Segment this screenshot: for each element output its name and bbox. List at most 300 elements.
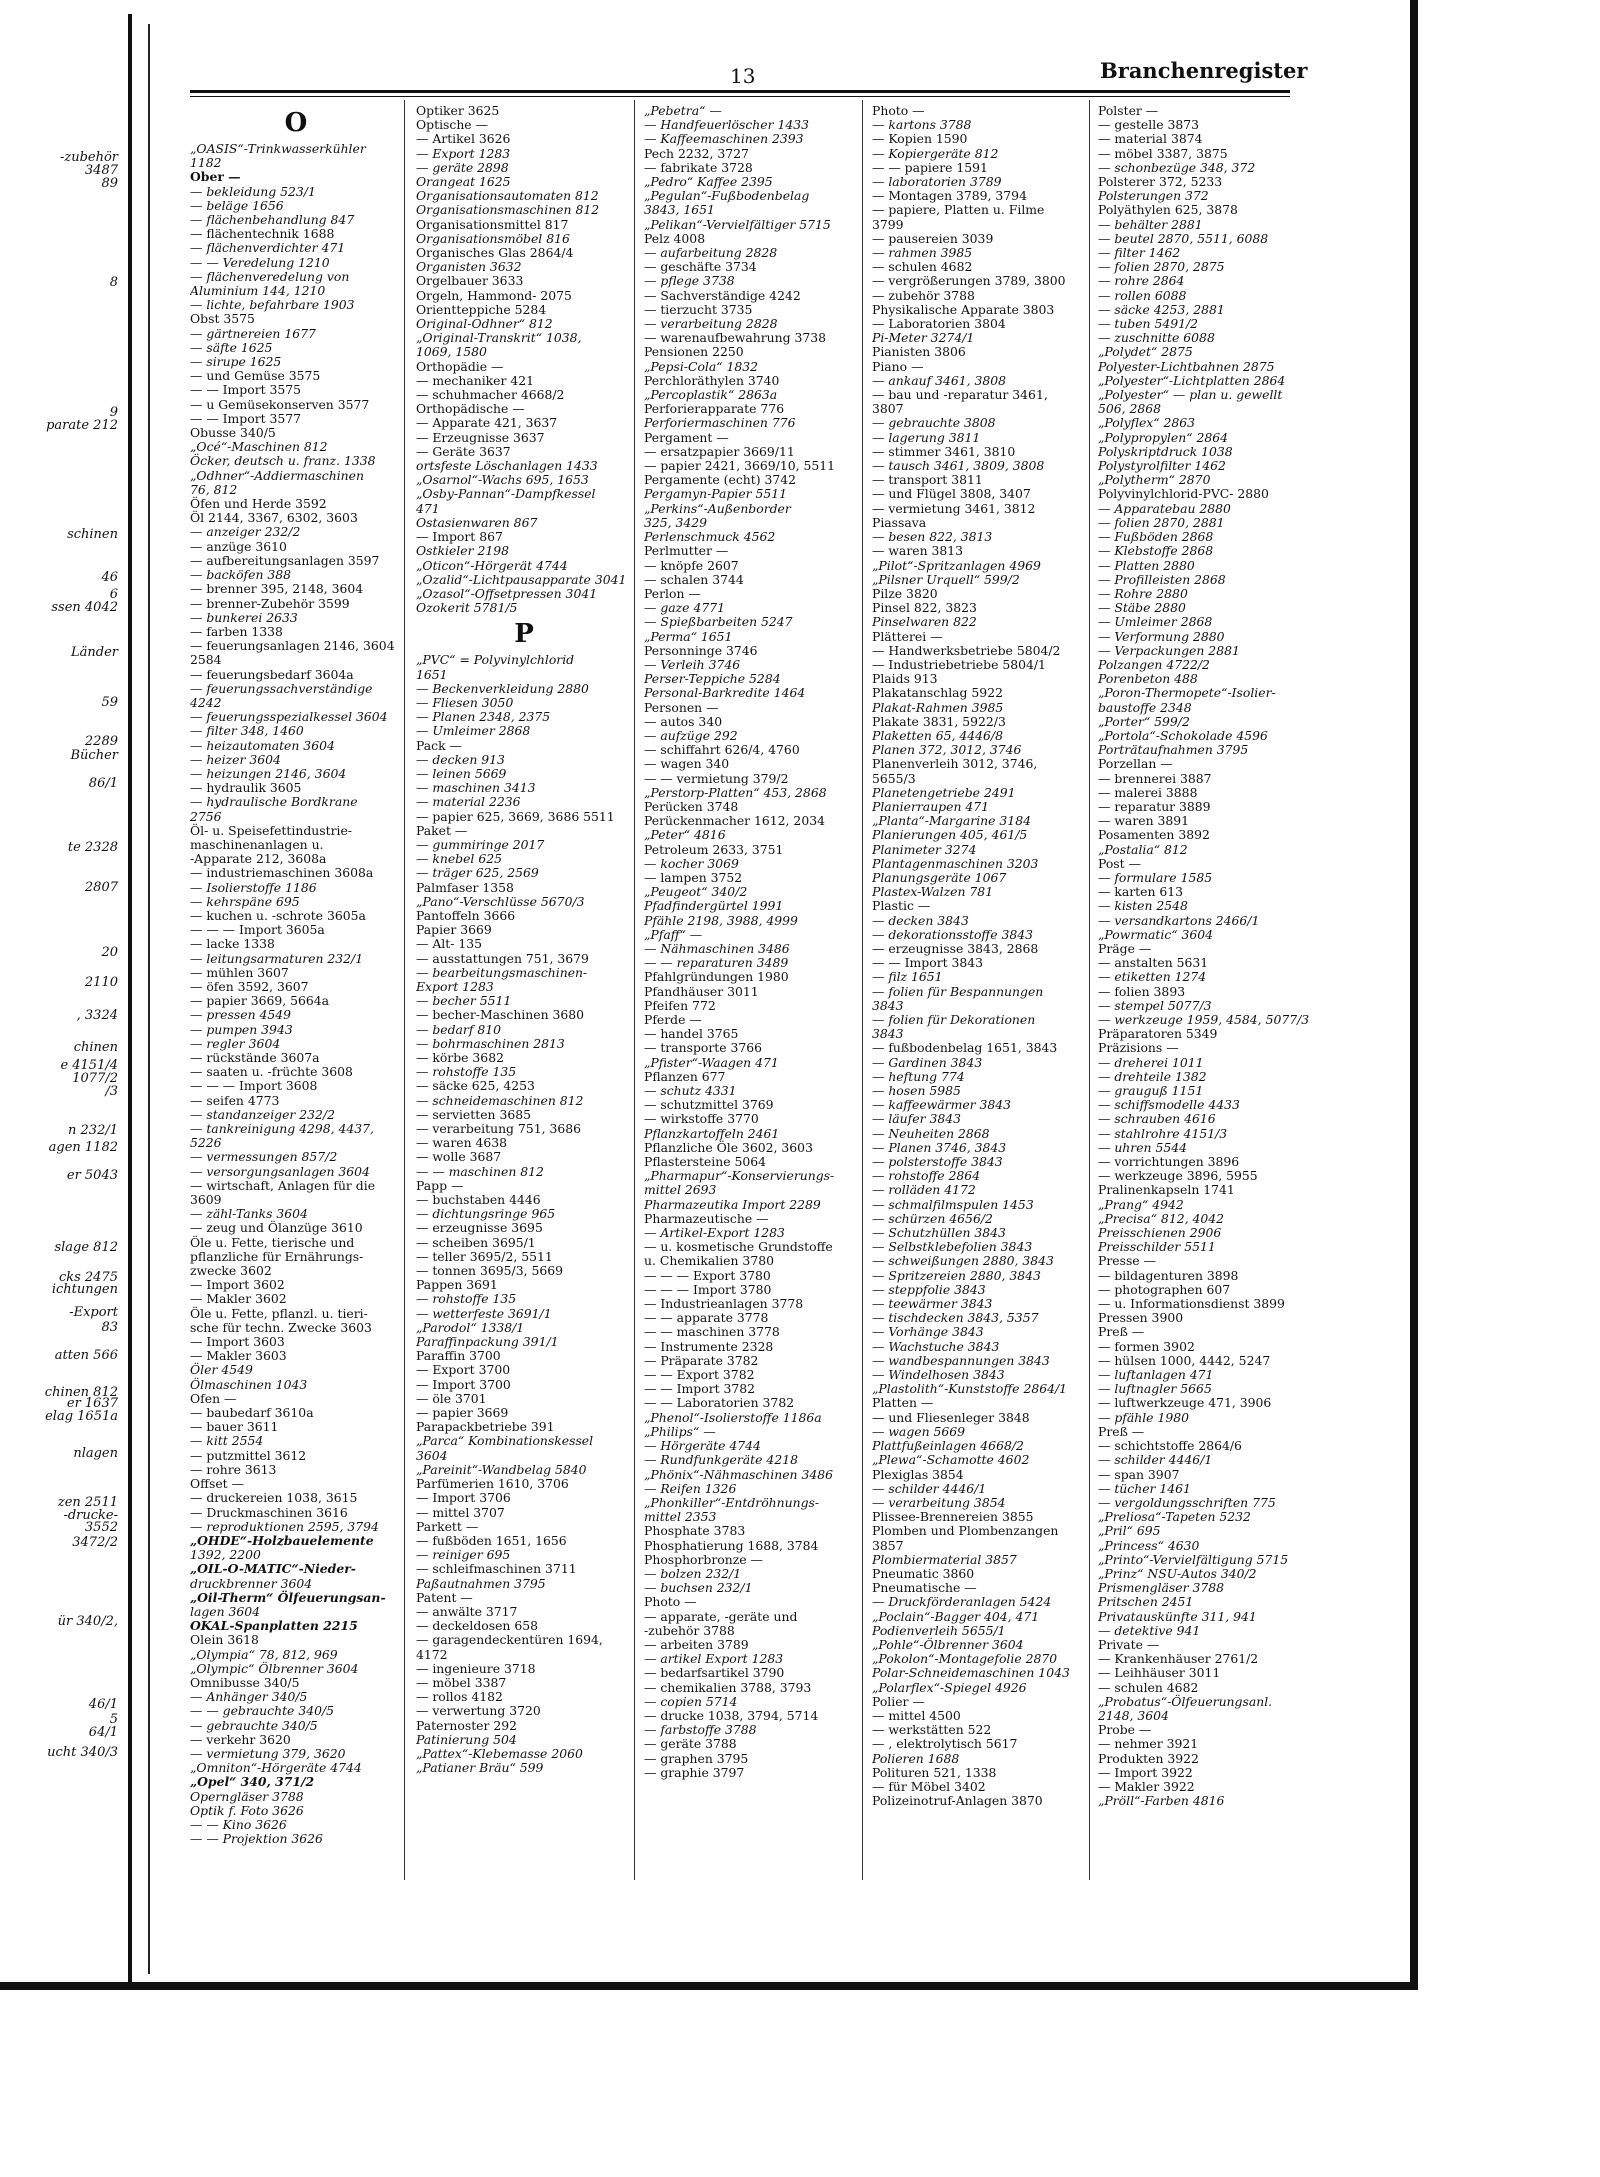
index-entry: — waren 3813	[872, 543, 964, 559]
index-entry: „Polyester“ — plan u. gewellt	[1098, 387, 1283, 403]
index-entry: Polsterer 372, 5233	[1098, 174, 1223, 190]
index-entry: Polizeinotruf-Anlagen 3870	[872, 1793, 1043, 1809]
index-entry: — kocher 3069	[644, 855, 739, 871]
index-entry: „Patianer Bräu“ 599	[416, 1760, 544, 1776]
index-entry: — buchstaben 4446	[416, 1192, 541, 1208]
index-entry: — und Flügel 3808, 3407	[872, 486, 1031, 502]
index-entry: — papier 2421, 3669/10, 5511	[644, 458, 836, 474]
index-column-1	[190, 104, 402, 1964]
index-entry: — drucke 1038, 3794, 5714	[644, 1707, 819, 1723]
fragment-text: , 3324	[76, 1008, 118, 1023]
index-entry: mittel 2353	[644, 1509, 717, 1525]
index-entry: — läufer 3843	[872, 1111, 961, 1127]
index-entry: „Plastolith“-Kunststoffe 2864/1	[872, 1381, 1068, 1397]
index-entry: — ankauf 3461, 3808	[872, 372, 1007, 388]
index-entry: Pflanzen 677	[644, 1068, 726, 1084]
index-entry: Planungsgeräte 1067	[872, 869, 1007, 885]
index-entry: Plomben und Plombenzangen	[872, 1523, 1059, 1539]
index-entry: „Pedro“ Kaffee 2395	[644, 174, 773, 190]
index-entry: Perser-Teppiche 5284	[644, 671, 781, 687]
index-entry: — photographen 607	[1098, 1281, 1231, 1297]
index-entry: — schürzen 4656/2	[872, 1210, 993, 1226]
index-entry: Plissee-Brennereien 3855	[872, 1509, 1034, 1525]
index-entry: — Import 3603	[190, 1334, 285, 1350]
fragment-text: 83	[101, 1320, 118, 1335]
index-entry: — — — Import 3608	[190, 1078, 318, 1094]
index-entry: — Sachverständige 4242	[644, 287, 801, 303]
index-entry: Organisten 3632	[416, 259, 522, 275]
index-entry: Podienverleih 5655/1	[872, 1622, 1006, 1638]
index-entry: Optiker 3625	[416, 104, 500, 118]
index-entry: — transport 3811	[872, 472, 983, 488]
index-entry: Pinsel 822, 3823	[872, 600, 977, 616]
column-divider	[862, 100, 863, 1880]
index-entry: — standanzeiger 232/2	[190, 1106, 335, 1122]
index-entry: — erzeugnisse 3695	[416, 1220, 543, 1236]
index-entry: sche für techn. Zwecke 3603	[190, 1319, 372, 1335]
index-entry: — mittel 3707	[416, 1504, 505, 1520]
index-entry: — baubedarf 3610a	[190, 1405, 314, 1421]
index-entry: „Phönix“-Nähmaschinen 3486	[644, 1466, 833, 1482]
index-entry: — hydraulische Bordkrane	[190, 794, 358, 810]
index-entry: Öle u. Fette, tierische und	[190, 1234, 355, 1250]
index-entry: — wagen 5669	[872, 1423, 966, 1439]
index-entry: — transporte 3766	[644, 1040, 763, 1056]
index-entry: — Umleimer 2868	[416, 723, 531, 739]
index-entry: — teller 3695/2, 5511	[416, 1248, 553, 1264]
index-entry: Paket —	[416, 822, 468, 838]
index-entry: — folien für Bespannungen	[872, 983, 1044, 999]
fragment-text: 3487	[84, 163, 118, 178]
index-entry: „Pano“-Verschlüsse 5670/3	[416, 893, 585, 909]
index-entry: — filter 348, 1460	[190, 723, 304, 739]
index-entry: 3843, 1651	[644, 202, 715, 218]
index-entry: Öcker, deutsch u. franz. 1338	[190, 453, 376, 469]
index-entry: — karten 613	[1098, 884, 1184, 900]
index-entry: — malerei 3888	[1098, 784, 1198, 800]
index-entry: Export 1283	[416, 978, 494, 994]
index-entry: Preß —	[1098, 1423, 1145, 1439]
index-entry: — werkzeuge 1959, 4584, 5077/3	[1098, 1012, 1310, 1027]
index-entry: — heizer 3604	[190, 751, 281, 767]
index-entry: „Porter“ 599/2	[1098, 713, 1190, 729]
index-entry: — seifen 4773	[190, 1092, 280, 1108]
index-entry: — graphie 3797	[644, 1764, 745, 1780]
index-entry: Preisschienen 2906	[1098, 1225, 1222, 1241]
index-entry: -Apparate 212, 3608a	[190, 851, 327, 867]
index-entry: — kisten 2548	[1098, 898, 1188, 914]
index-entry: — dekorationsstoffe 3843	[872, 926, 1033, 942]
index-entry: — becher-Maschinen 3680	[416, 1007, 585, 1023]
index-entry: — formulare 1585	[1098, 869, 1213, 885]
index-entry: druckbrenner 3604	[190, 1575, 313, 1591]
index-entry: — werkzeuge 3896, 5955	[1098, 1168, 1258, 1184]
index-entry: — Klebstoffe 2868	[1098, 543, 1214, 559]
index-entry: — schrauben 4616	[1098, 1111, 1216, 1127]
index-entry: Personen —	[644, 699, 719, 715]
index-entry: — garagendeckentüren 1694,	[416, 1632, 603, 1648]
index-entry: Personninge 3746	[644, 642, 758, 658]
index-entry: Plakatanschlag 5922	[872, 685, 1003, 701]
index-entry: — putzmittel 3612	[190, 1447, 307, 1463]
index-entry: „Powrmatic“ 3604	[1098, 926, 1214, 942]
index-entry: „Polydet“ 2875	[1098, 344, 1193, 360]
index-entry: — Wachstuche 3843	[872, 1338, 1000, 1354]
index-entry: — graphen 3795	[644, 1750, 749, 1766]
index-entry: — vermietung 379, 3620	[190, 1745, 346, 1761]
index-entry: Palmfaser 1358	[416, 879, 514, 895]
index-entry: Plastex-Walzen 781	[872, 884, 994, 900]
index-entry: — gestelle 3873	[1098, 117, 1199, 133]
index-entry: — Umleimer 2868	[1098, 614, 1213, 630]
index-entry: 76, 812	[190, 481, 238, 497]
index-entry: — deckeldosen 658	[416, 1618, 538, 1634]
index-entry: — flächentechnik 1688	[190, 226, 335, 242]
fragment-text: 9	[109, 405, 118, 420]
index-entry: Plakat-Rahmen 3985	[872, 699, 1004, 715]
index-entry: — Verleih 3746	[644, 656, 741, 672]
index-entry: Perücken 3748	[644, 798, 739, 814]
index-entry: 1182	[190, 155, 222, 171]
index-entry: Pfahlgründungen 1980	[644, 969, 789, 985]
index-entry: Plaketten 65, 4446/8	[872, 727, 1003, 743]
index-entry: — knöpfe 2607	[644, 557, 739, 573]
index-entry: — dreherei 1011	[1098, 1054, 1204, 1070]
page-edge	[1410, 0, 1418, 1990]
index-entry: — — — Export 3780	[644, 1267, 771, 1283]
index-entry: — Stäbe 2880	[1098, 600, 1186, 616]
index-entry: — druckereien 1038, 3615	[190, 1490, 358, 1506]
index-entry: Private —	[1098, 1636, 1160, 1652]
index-entry: „Pilsner Urquell“ 599/2	[872, 571, 1020, 587]
fragment-text: 2110	[84, 975, 118, 990]
index-entry: — wagen 340	[644, 756, 730, 772]
index-entry: — beutel 2870, 5511, 6088	[1098, 230, 1269, 246]
index-entry: -zubehör 3788	[644, 1622, 735, 1638]
index-entry: mittel 2693	[644, 1182, 717, 1198]
index-entry: Pfeifen 772	[644, 997, 716, 1013]
index-entry: „Philips“ —	[644, 1423, 716, 1439]
index-entry: Parfümerien 1610, 3706	[416, 1476, 569, 1492]
index-entry: Perlon —	[644, 585, 701, 601]
index-entry: Pergamente (echt) 3742	[644, 472, 797, 488]
index-entry: — ausstattungen 751, 3679	[416, 950, 589, 966]
index-entry: — handel 3765	[644, 1026, 739, 1042]
index-entry: — industriemaschinen 3608a	[190, 865, 374, 881]
index-entry: — schonbezüge 348, 372	[1098, 159, 1256, 175]
index-entry: Plaids 913	[872, 671, 938, 687]
index-entry: — schmalfilmspulen 1453	[872, 1196, 1034, 1212]
index-entry: Olein 3618	[190, 1632, 259, 1648]
fragment-text: atten 566	[54, 1348, 118, 1363]
index-entry: Privatauskünfte 311, 941	[1098, 1608, 1257, 1624]
index-entry: — brennerei 3887	[1098, 770, 1212, 786]
index-entry: — arbeiten 3789	[644, 1636, 749, 1652]
index-entry: — säcke 4253, 2881	[1098, 301, 1225, 317]
index-entry: — rückstände 3607a	[190, 1050, 320, 1065]
index-entry: — becher 5511	[416, 993, 512, 1009]
index-entry: 325, 3429	[644, 514, 708, 530]
index-entry: Pneumatische —	[872, 1580, 977, 1596]
index-entry: — Artikel-Export 1283	[644, 1225, 785, 1241]
left-page-rule	[128, 14, 132, 1984]
index-entry: Polier —	[872, 1693, 925, 1709]
index-entry: — Handfeuerlöscher 1433	[644, 117, 810, 133]
index-column-3	[644, 104, 860, 1964]
index-entry: — rohstoffe 135	[416, 1064, 517, 1080]
index-entry: Pi-Meter 3274/1	[872, 330, 975, 346]
index-entry: — Artikel 3626	[416, 131, 511, 147]
index-entry: Pergamyn-Papier 5511	[644, 486, 788, 502]
index-entry: — heftung 774	[872, 1068, 965, 1084]
index-entry: „Planta“-Margarine 3184	[872, 813, 1031, 829]
index-entry: Polyester-Lichtbahnen 2875	[1098, 358, 1275, 374]
index-entry: — knebel 625	[416, 851, 502, 867]
index-entry: — — Laboratorien 3782	[644, 1395, 795, 1411]
index-entry: — gebrauchte 3808	[872, 415, 996, 431]
index-entry: „Phenol“-Isolierstoffe 1186a	[644, 1409, 822, 1425]
index-entry: — fußböden 1651, 1656	[416, 1532, 567, 1548]
index-entry: — u. Informationsdienst 3899	[1098, 1296, 1285, 1312]
index-entry: — — papiere 1591	[872, 159, 988, 175]
index-entry: — schiffahrt 626/4, 4760	[644, 742, 800, 758]
index-entry: — Erzeugnisse 3637	[416, 429, 545, 445]
index-entry: — versandkartons 2466/1	[1098, 912, 1260, 928]
index-entry: Platten —	[872, 1395, 934, 1411]
index-entry: Preisschilder 5511	[1098, 1239, 1216, 1255]
index-entry: Pilze 3820	[872, 585, 938, 601]
index-entry: „Ozalid“-Lichtpausapparate 3041	[416, 571, 627, 587]
index-entry: Präge —	[1098, 940, 1152, 956]
index-entry: Omnibusse 340/5	[190, 1674, 300, 1690]
index-entry: Paternoster 292	[416, 1717, 518, 1733]
index-entry: — — apparate 3778	[644, 1310, 769, 1326]
index-entry: Planierungen 405, 461/5	[872, 827, 1028, 843]
index-entry: — anwälte 3717	[416, 1603, 518, 1619]
index-entry: — Montagen 3789, 3794	[872, 188, 1027, 204]
index-entry: Presse —	[1098, 1253, 1156, 1269]
index-entry: — reiniger 695	[416, 1547, 511, 1563]
index-entry: — wandbespannungen 3843	[872, 1352, 1050, 1368]
index-entry: Pneumatic 3860	[872, 1565, 975, 1581]
index-entry: — grauguß 1151	[1098, 1083, 1204, 1099]
index-entry: Orgelbauer 3633	[416, 273, 524, 289]
index-entry: — verarbeitung 3854	[872, 1494, 1006, 1510]
index-entry: Orientteppiche 5284	[416, 301, 547, 317]
index-entry: ortsfeste Löschanlagen 1433	[416, 458, 598, 474]
index-entry: — bau und -reparatur 3461,	[872, 387, 1048, 403]
index-entry: Papp —	[416, 1177, 464, 1193]
index-entry: „Portola“-Schokolade 4596	[1098, 727, 1268, 743]
index-entry: — pflege 3738	[644, 273, 735, 289]
index-entry: 471	[416, 500, 440, 516]
index-entry: — tierzucht 3735	[644, 301, 753, 317]
index-entry: Ölmaschinen 1043	[190, 1376, 308, 1392]
index-entry: — Druckmaschinen 3616	[190, 1504, 348, 1520]
index-entry: — pausereien 3039	[872, 230, 994, 246]
index-entry: — Kaffeemaschinen 2393	[644, 131, 804, 147]
index-entry: „Pfister“-Waagen 471	[644, 1054, 779, 1070]
index-entry: „Opel“ 340, 371/2	[190, 1774, 315, 1790]
index-entry: „Precisa“ 812, 4042	[1098, 1210, 1224, 1226]
index-entry: — Gardinen 3843	[872, 1054, 983, 1070]
index-entry: Optik f. Foto 3626	[190, 1802, 304, 1818]
index-entry: Pflanzliche Öle 3602, 3603	[644, 1139, 813, 1155]
index-entry: — Verpackungen 2881	[1098, 642, 1240, 658]
index-entry: — Kopiergeräte 812	[872, 145, 999, 161]
index-entry: — vergoldungsschriften 775	[1098, 1494, 1276, 1510]
index-entry: Planetengetriebe 2491	[872, 784, 1016, 800]
index-entry: Polyäthylen 625, 3878	[1098, 202, 1238, 218]
index-entry: „Postalia“ 812	[1098, 841, 1188, 857]
index-entry: Planimeter 3274	[872, 841, 977, 857]
index-entry: „Oil-Therm“ Ölfeuerungsan-	[190, 1589, 386, 1605]
index-entry: Pflanzkartoffeln 2461	[644, 1125, 780, 1141]
index-entry: Orgeln, Hammond- 2075	[416, 287, 572, 303]
index-entry: — bunkerei 2633	[190, 609, 298, 625]
index-entry: Pech 2232, 3727	[644, 145, 749, 161]
index-entry: — — Kino 3626	[190, 1816, 287, 1832]
index-entry: — wirtschaft, Anlagen für die	[190, 1177, 376, 1193]
index-entry: — lampen 3752	[644, 869, 743, 885]
index-entry: — verarbeitung 2828	[644, 316, 778, 332]
fragment-text: -zubehör	[59, 150, 118, 165]
index-entry: — werkstätten 522	[872, 1722, 992, 1738]
index-entry: — tücher 1461	[1098, 1480, 1191, 1496]
index-entry: — servietten 3685	[416, 1106, 531, 1122]
index-entry: Orthopädische —	[416, 401, 525, 417]
index-entry: Ostasienwaren 867	[416, 514, 538, 530]
index-entry: — nehmer 3921	[1098, 1736, 1199, 1752]
index-entry: — Isolierstoffe 1186	[190, 879, 317, 895]
index-entry: — Druckförderanlagen 5424	[872, 1594, 1052, 1610]
index-entry: „Pril“ 695	[1098, 1523, 1161, 1539]
index-entry: Organisationsmittel 817	[416, 216, 569, 232]
page-number: 13	[730, 64, 756, 88]
index-column-2	[416, 104, 632, 1964]
index-entry: Posamenten 3892	[1098, 827, 1210, 843]
index-entry: „Ozasol“-Offsetpressen 3041	[416, 585, 598, 601]
index-entry: „Pohle“-Ölbrenner 3604	[872, 1636, 1024, 1652]
index-entry: baustoffe 2348	[1098, 699, 1192, 715]
fragment-text: chinen	[73, 1040, 118, 1055]
index-column-5	[1098, 104, 1310, 1964]
index-entry: — öfen 3592, 3607	[190, 978, 309, 994]
index-entry: „Pfaff“ —	[644, 926, 703, 942]
index-entry: — chemikalien 3788, 3793	[644, 1679, 812, 1695]
index-entry: 2584	[190, 652, 222, 668]
fragment-text: cks 2475	[58, 1270, 118, 1285]
index-entry: 3843	[872, 997, 904, 1013]
index-entry: — stahlrohre 4151/3	[1098, 1125, 1228, 1141]
index-entry: — schulen 4682	[1098, 1679, 1199, 1695]
index-entry: — Export 1283	[416, 145, 511, 161]
fragment-text: elag 1651a	[45, 1409, 118, 1424]
index-entry: — Planen 2348, 2375	[416, 709, 551, 725]
index-entry: Öfen und Herde 3592	[190, 496, 327, 512]
index-entry: — kitt 2554	[190, 1433, 264, 1449]
index-entry: Perlmutter —	[644, 543, 729, 559]
index-entry: — Reifen 1326	[644, 1480, 737, 1496]
index-entry: — für Möbel 3402	[872, 1778, 986, 1794]
index-entry: Plombiermaterial 3857	[872, 1551, 1017, 1567]
index-entry: — mühlen 3607	[190, 964, 289, 980]
index-entry: „Pepsi-Cola“ 1832	[644, 358, 759, 374]
index-entry: Plätterei —	[872, 628, 943, 644]
index-entry: — rohre 3613	[190, 1461, 277, 1477]
index-entry: — — Import 3843	[872, 955, 984, 971]
index-entry: Polsterungen 372	[1098, 188, 1209, 204]
index-entry: — — — Import 3780	[644, 1281, 772, 1297]
index-entry: Ober —	[190, 169, 241, 185]
index-entry: — schalen 3744	[644, 571, 744, 587]
index-entry: Organisationsmaschinen 812	[416, 202, 600, 218]
index-entry: — wolle 3687	[416, 1149, 502, 1165]
index-entry: — bearbeitungsmaschinen-	[416, 964, 588, 980]
index-entry: — hosen 5985	[872, 1083, 961, 1099]
index-entry: — steppfolie 3843	[872, 1281, 986, 1297]
index-entry: Pelz 4008	[644, 230, 706, 246]
index-entry: — backöfen 388	[190, 567, 292, 583]
index-entry: — Beckenverkleidung 2880	[416, 680, 589, 696]
index-entry: — mittel 4500	[872, 1707, 961, 1723]
index-entry: — kartons 3788	[872, 117, 972, 133]
index-entry: lagen 3604	[190, 1603, 261, 1619]
index-entry: Piassava	[872, 514, 927, 530]
index-entry: „Prinz“ NSU-Autos 340/2	[1098, 1565, 1257, 1581]
index-entry: — Profilleisten 2868	[1098, 571, 1226, 587]
index-entry: Plexiglas 3854	[872, 1466, 964, 1482]
index-entry: — säfte 1625	[190, 339, 273, 355]
index-entry: — folien 3893	[1098, 983, 1186, 999]
index-entry: — Import 3700	[416, 1376, 511, 1392]
index-entry: — wirkstoffe 3770	[644, 1111, 759, 1127]
index-entry: — pressen 4549	[190, 1007, 292, 1023]
index-entry: — aufzüge 292	[644, 727, 738, 743]
index-entry: — träger 625, 2569	[416, 865, 539, 881]
index-entry: — waren 3891	[1098, 813, 1190, 829]
index-entry: — gebrauchte 340/5	[190, 1717, 318, 1733]
index-entry: „Pelikan“-Vervielfältiger 5715	[644, 216, 831, 232]
index-entry: — u. kosmetische Grundstoffe	[644, 1239, 833, 1255]
index-entry: Pfähle 2198, 3988, 4999	[644, 912, 798, 928]
index-entry: — säcke 625, 4253	[416, 1078, 535, 1094]
index-entry: — erzeugnisse 3843, 2868	[872, 940, 1039, 956]
index-entry: Produkten 3922	[1098, 1750, 1199, 1766]
index-entry: — feuerungsbedarf 3604a	[190, 666, 354, 682]
index-entry: „Pilot“-Spritzanlagen 4969	[872, 557, 1041, 573]
index-entry: — fabrikate 3728	[644, 159, 753, 175]
index-entry: 5655/3	[872, 770, 916, 786]
index-entry: — warenaufbewahrung 3738	[644, 330, 827, 346]
index-entry: — bedarf 810	[416, 1021, 502, 1037]
index-entry: Pinselwaren 822	[872, 614, 977, 630]
index-entry: — tankreinigung 4298, 4437,	[190, 1121, 374, 1137]
fragment-text: nlagen	[73, 1446, 118, 1461]
index-entry: — rohstoffe 2864	[872, 1168, 981, 1184]
index-entry: — pfähle 1980	[1098, 1409, 1189, 1425]
index-entry: — gärtnereien 1677	[190, 325, 316, 341]
index-entry: „Pebetra“ —	[644, 104, 722, 118]
index-entry: — zuschnitte 6088	[1098, 330, 1215, 346]
index-entry: — möbel 3387, 3875	[1098, 145, 1228, 161]
index-entry: — anstalten 5631	[1098, 955, 1209, 971]
index-entry: Photo —	[872, 104, 925, 118]
index-entry: „Perstorp-Platten“ 453, 2868	[644, 784, 827, 800]
index-entry: — drehteile 1382	[1098, 1068, 1207, 1084]
index-entry: Organisationsautomaten 812	[416, 188, 599, 204]
index-entry: — Platten 2880	[1098, 557, 1195, 573]
